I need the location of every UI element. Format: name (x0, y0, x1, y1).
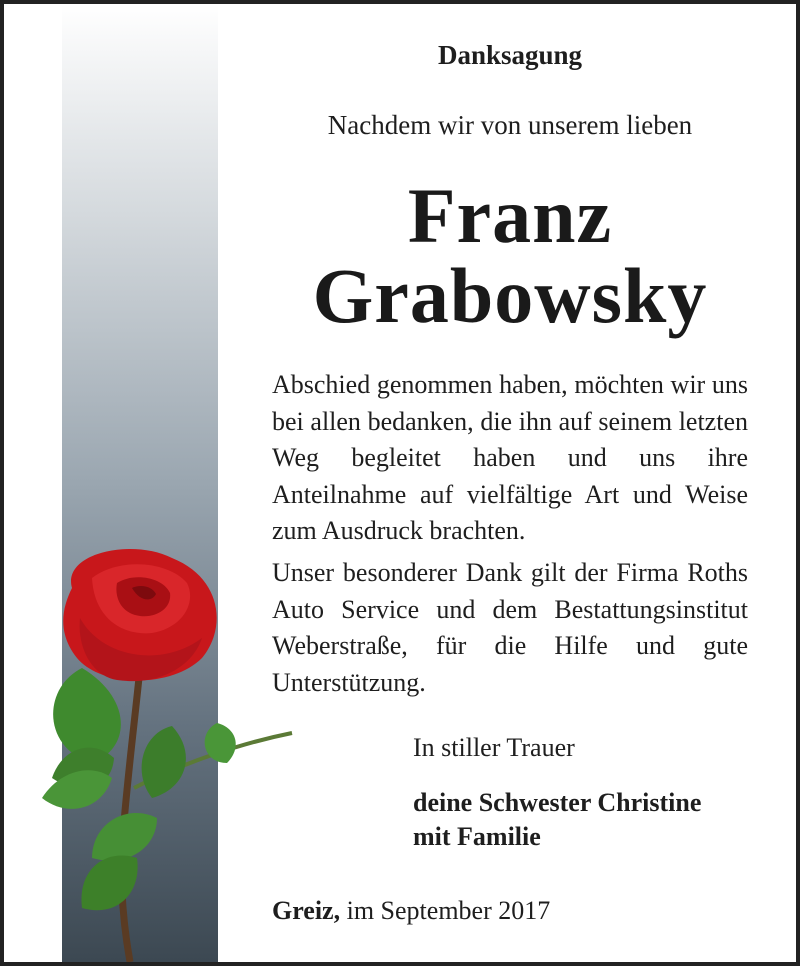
paragraph-thanks: Abschied genommen haben, möchten wir uns bei allen bedanken, die ihn auf seinem letzten Weg begleitet haben und uns ihre Anteilnahme auf vielfältige Art und Weise zum Ausdruck brachten. (272, 370, 748, 545)
place-date (272, 896, 550, 926)
last-name: Grabowsky (312, 252, 708, 339)
place: Greiz, (272, 896, 341, 925)
deceased-name (272, 172, 748, 339)
mourning-line: In stiller Trauer (413, 733, 575, 762)
paragraph-special-thanks: Unser besonderer Dank gilt der Firma Roths Auto Service und dem Bestattungsinstitut Weberstraße, für die Hilfe und gute Unterstützung. (272, 558, 748, 697)
signature-line-1: deine Schwester Christine (413, 788, 702, 817)
intro-line: Nachdem wir von unserem lieben (327, 110, 693, 140)
signature-line-2: mit Familie (413, 822, 541, 851)
date: im September 2017 (346, 896, 551, 925)
heading-danksagung: Danksagung (437, 40, 583, 70)
first-name: Franz (407, 172, 613, 259)
signature (413, 786, 701, 854)
